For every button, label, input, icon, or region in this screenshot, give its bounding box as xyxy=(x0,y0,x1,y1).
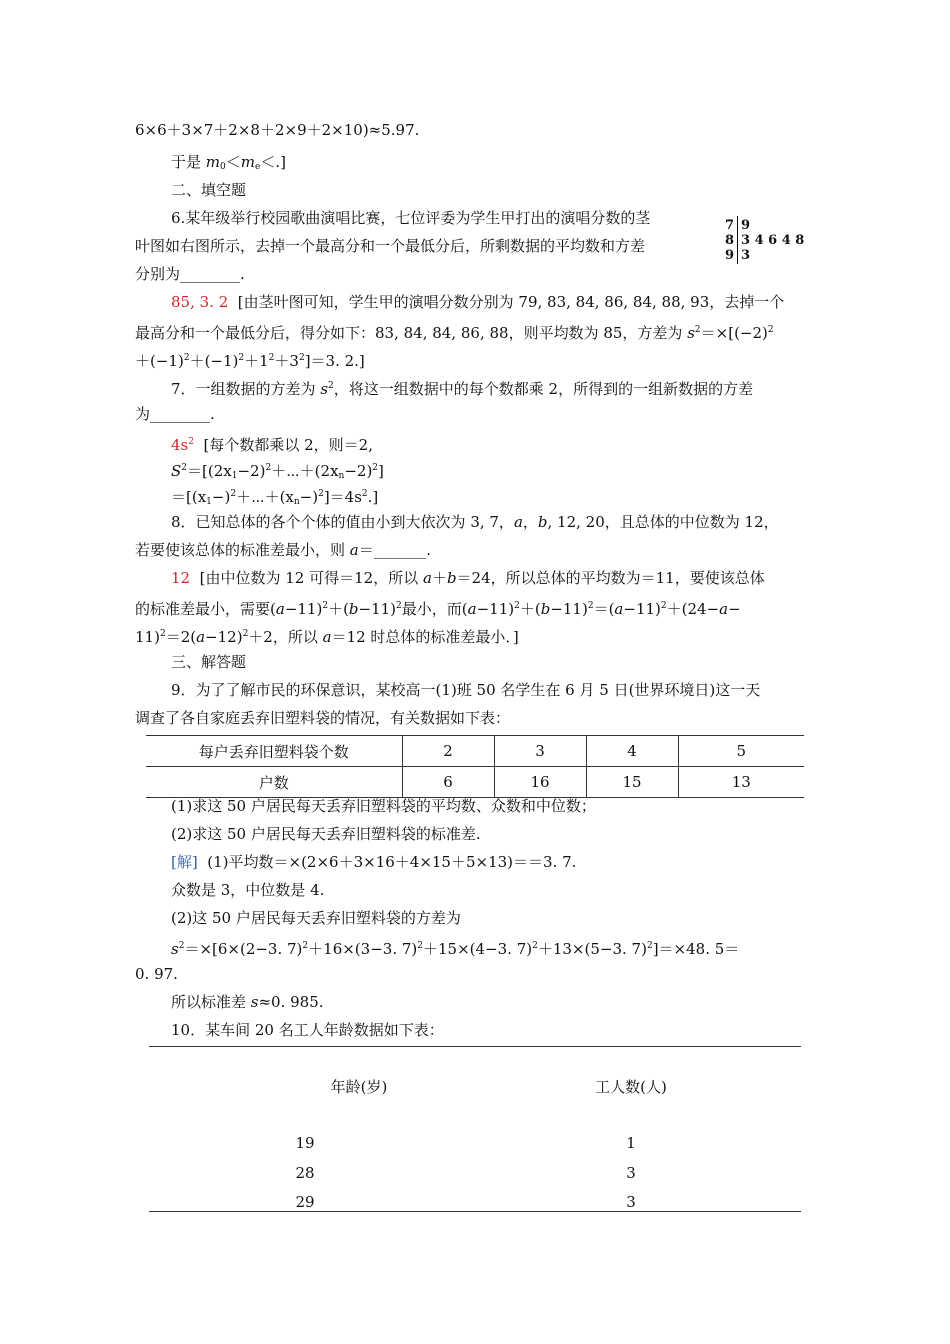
conclusion-line: 于是 $m_0<m_e<$.] xyxy=(171,153,286,172)
table-cell: 16 xyxy=(494,767,586,798)
table-row xyxy=(146,736,804,767)
table-header-cell: 每户丢弃旧塑料袋个数 xyxy=(146,736,402,767)
leaves-7: 9 xyxy=(741,218,751,233)
table-cell: 1 xyxy=(626,1134,636,1152)
answer-7-line-1: $4s^2$ [每个数都乘以 2，则＝2, xyxy=(171,436,373,454)
plastic-bag-table xyxy=(146,735,804,798)
table-cell: 3 xyxy=(626,1193,636,1211)
leaves-8: 3 4 6 4 8 xyxy=(741,233,805,248)
answer-9-line-5: 0. 97. xyxy=(135,965,178,983)
answer-9-line-3: (2)这 50 户居民每天丢弃旧塑料袋的方差为 xyxy=(171,909,461,927)
question-7-line-1: 7．一组数据的方差为 $s^2$，将这一组数据中的每个数都乘 2，所得到的一组新数据的方差 xyxy=(171,380,754,398)
question-9-line-1: 9．为了了解市民的环保意识，某校高一(1)班 50 名学生在 6 月 5 日(世界环境日)这一天 xyxy=(171,681,761,699)
leaves-9: 3 xyxy=(741,248,751,263)
question-6-line-2: 叶图如右图所示，去掉一个最高分和一个最低分后，所剩数据的平均数和方差 xyxy=(135,237,646,255)
answer-7-line-2: $S^2=[(2x_1-2)^2+\cdots+(2x_n-2)^2]$ xyxy=(171,462,384,481)
table-cell: 29 xyxy=(295,1193,315,1211)
table-cell: 13 xyxy=(678,767,804,798)
table-cell: 6 xyxy=(402,767,494,798)
worker-age-table xyxy=(149,1046,801,1212)
question-10-line: 10．某车间 20 名工人年龄数据如下表： xyxy=(171,1021,444,1039)
answer-8-line-3: $11)^2=2(a-12)^2+2$，所以 a＝12 时总体的标准差最小．] xyxy=(135,628,519,646)
table-cell: 19 xyxy=(295,1134,315,1152)
answer-8-line-1: 12 [由中位数为 12 可得＝12，所以 a＋b＝24，所以总体的平均数为＝11，要使该总体 xyxy=(171,569,765,587)
question-6-line-1: 6.某年级举行校园歌曲演唱比赛，七位评委为学生甲打出的演唱分数的茎 xyxy=(171,209,651,227)
question-9-part-1: (1)求这 50 户居民每天丢弃旧塑料袋的平均数、众数和中位数； xyxy=(171,797,596,815)
table-cell: 15 xyxy=(586,767,678,798)
section-heading-solve: 三、解答题 xyxy=(171,653,247,671)
solution-continuation: 6×6＋3×7＋2×8＋2×9＋2×10)≈5.97. xyxy=(135,121,420,139)
stem-9: 9 xyxy=(725,248,735,263)
answer-6-line-1: 85, 3. 2 [由茎叶图可知，学生甲的演唱分数分别为 79, 83, 84, 86, 84, 88, 93，去掉一个 xyxy=(171,293,785,311)
table-header-cell: 2 xyxy=(402,736,494,767)
answer-6-line-3: $+(-1)^2+(-1)^2+1^2+3^2]=3$. 2.] xyxy=(135,352,365,370)
answer-9-line-6: 所以标准差 s≈0. 985. xyxy=(171,993,324,1011)
table-header-cell: 5 xyxy=(678,736,804,767)
answer-9-line-4: $s^2=\times[6\times(2-3$. 7)$^2$＋16×(3−3. 7)$^2$＋15×(4−3. 7)$^2$＋13×(5−3. 7)$^2$]＝×48. 5＝ xyxy=(171,940,740,958)
table-row xyxy=(146,767,804,798)
answer-9-line-1: [解] (1)平均数＝×(2×6＋3×16＋4×15＋5×13)＝＝3. 7. xyxy=(171,853,577,871)
stem-leaf-plot xyxy=(722,216,805,266)
section-heading-fill-in: 二、填空题 xyxy=(171,181,247,199)
question-9-line-2: 调查了各自家庭丢弃旧塑料袋的情况，有关数据如下表： xyxy=(135,709,511,727)
question-8-line-1: 8．已知总体的各个个体的值由小到大依次为 3, 7，a，b, 12, 20，且总体的中位数为 12， xyxy=(171,513,779,531)
answer-8-line-2: 的标准差最小，需要$(a-11)^2+(b-11)^2$最小，而$(a-11)^2+(b-11)^2=(a-11)^2+(24-a-$ xyxy=(135,600,741,618)
table-header-cell: 工人数(人) xyxy=(595,1078,667,1096)
answer-6-line-2: 最高分和一个最低分后，得分如下：83, 84, 84, 86, 88，则平均数为 85，方差为 $s^2=\times[(-2)^2$ xyxy=(135,324,774,342)
table-cell: 28 xyxy=(295,1164,315,1182)
table-cell: 3 xyxy=(626,1164,636,1182)
table-cell: 户数 xyxy=(146,767,402,798)
stem-8: 8 xyxy=(725,233,735,248)
question-7-line-2: 为________. xyxy=(135,405,215,423)
question-6-line-3: 分别为________. xyxy=(135,265,245,283)
table-header-cell: 3 xyxy=(494,736,586,767)
stem-divider xyxy=(737,216,738,264)
table-header-cell: 年龄(岁) xyxy=(330,1078,388,1096)
answer-7-line-3: $=[(x_1-)^2+\cdots+(x_n-)^2]=4s^2$.] xyxy=(171,488,379,507)
table-header-cell: 4 xyxy=(586,736,678,767)
answer-9-line-2: 众数是 3，中位数是 4. xyxy=(171,881,325,899)
question-8-line-2: 若要使该总体的标准差最小，则 a＝_______. xyxy=(135,541,432,559)
stem-7: 7 xyxy=(725,218,735,233)
question-9-part-2: (2)求这 50 户居民每天丢弃旧塑料袋的标准差. xyxy=(171,825,481,843)
